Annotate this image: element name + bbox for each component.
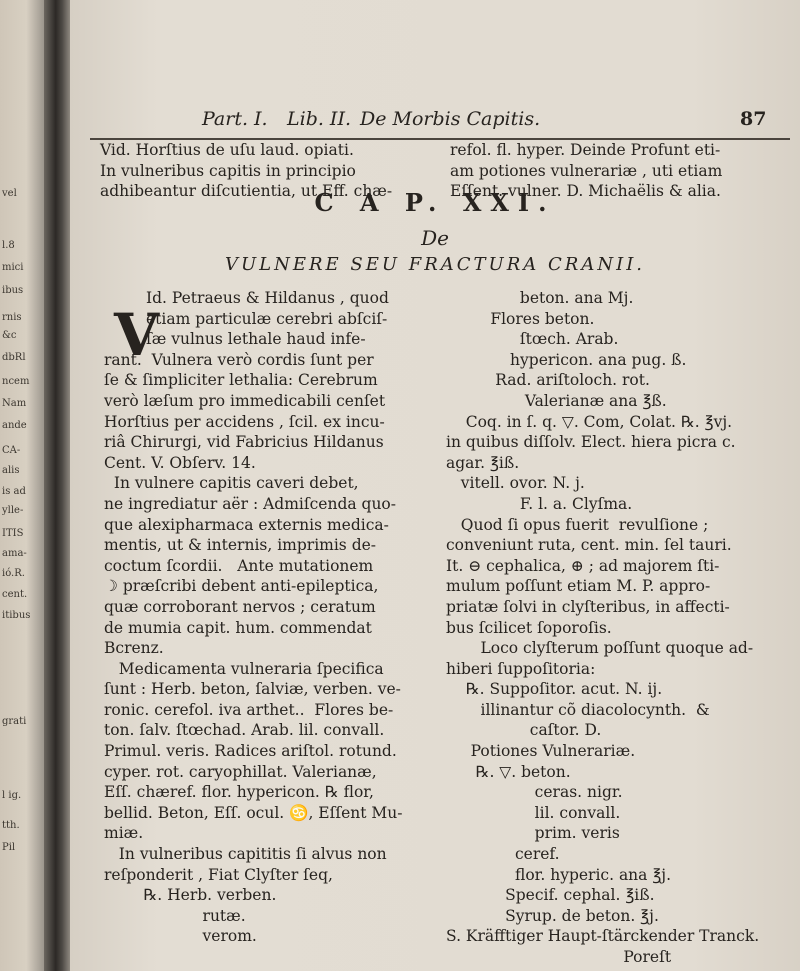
text-line: ne ingrediatur aër : Admiſcenda quo- [104, 494, 397, 513]
text-line: de mumia capit. hum. commendat [104, 618, 372, 637]
facing-page-fragment: tth. [2, 820, 20, 831]
facing-page-fragment: is ad [2, 486, 26, 497]
drop-cap: V [114, 301, 160, 369]
book-page [70, 0, 800, 971]
text-line: F. l. a. Clyſma. [446, 494, 633, 513]
text-line: rant. Vulnera verò cordis ſunt per [104, 350, 374, 369]
text-line: que alexipharmaca externis medica- [104, 515, 389, 534]
text-line: flor. hyperic. ana ℥j. [446, 865, 672, 884]
facing-page-fragment: ama- [2, 548, 27, 559]
text-line: lil. convall. [446, 803, 621, 822]
text-line: caſtor. D. [446, 721, 602, 740]
text-line: mulum poſſunt etiam M. P. appro- [446, 577, 711, 596]
facing-page-fragment: ylle- [2, 505, 24, 516]
text-line: Primul. veris. Radices ariſtol. rotund. [104, 742, 397, 761]
text-line: bellid. Beton, Eſſ. ocul. ♋, Eſſent Mu- [104, 803, 403, 822]
facing-page-fragment: ande [2, 420, 27, 431]
text-line: miæ. [104, 824, 144, 843]
text-line: am potiones vulnerariæ , uti etiam [450, 161, 723, 180]
running-head-part: Part. I. [202, 108, 268, 130]
text-line: riâ Chirurgi, vid Fabricius Hildanus [104, 433, 384, 452]
text-line: quæ corroborant nervos ; ceratum [104, 597, 376, 616]
text-line: ſe & ſimpliciter lethalia: Cerebrum [104, 371, 378, 390]
text-line: Medicamenta vulneraria ſpecifica [104, 659, 384, 678]
facing-page-fragment: ITIS [2, 528, 24, 539]
text-line: ceras. nigr. [446, 783, 623, 802]
facing-page-fragment: &c [2, 330, 17, 341]
text-line: conveniunt ruta, cent. min. ſel tauri. [446, 536, 732, 555]
chapter-subject: VULNERE SEU FRACTURA CRANII. [224, 254, 646, 275]
text-line: Flores beton. [446, 309, 595, 328]
text-line: ſunt : Herb. beton, ſalviæ, verben. ve- [104, 680, 401, 699]
text-line: Eſſ. chæref. flor. hypericon. ℞ flor, [104, 783, 374, 802]
chapter-heading: C A P. XXI. [314, 188, 556, 217]
text-line: Bcrenz. [104, 639, 164, 658]
facing-page-fragment: vel [2, 188, 17, 199]
facing-page-fragment: Nam [2, 398, 27, 409]
facing-page-fragment: dbRl [2, 352, 26, 363]
text-line: It. ⊖ cephalica, ⊕ ; ad majorem ſti- [446, 556, 720, 575]
body-column-right [446, 288, 786, 968]
facing-page-fragment: CA- [2, 445, 21, 456]
text-line: reſponderit , Fiat Clyſter ſeq, [104, 865, 333, 884]
text-line: Id. Petraeus & Hildanus , quod [146, 289, 389, 307]
facing-page-fragment: itibus [2, 610, 31, 621]
text-line: in quibus diſſolv. Elect. hiera picra c. [446, 433, 736, 452]
text-line: Potiones Vulnerariæ. [446, 742, 636, 761]
text-line: ceref. [446, 845, 560, 864]
text-line: beton. ana Mj. [446, 289, 634, 307]
text-line: adhibeantur diſcutientia, ut Eff. chæ- [100, 182, 393, 201]
text-line: mentis, ut & internis, imprimis de- [104, 536, 377, 555]
text-line: ton. ſalv. ſtœchad. Arab. lil. convall. [104, 721, 385, 740]
text-line: coctum ſcordii. Ante mutationem [104, 556, 374, 575]
text-line: priatæ ſolvi in clyſteribus, in affecti- [446, 597, 730, 616]
facing-page-fragment: l ig. [2, 790, 22, 801]
text-line: Syrup. de beton. ℥j. [446, 906, 659, 925]
running-head-title: De Morbis Capitis. [360, 108, 541, 130]
text-line: ℞. Suppoſitor. acut. N. ij. [446, 680, 663, 699]
text-line: vitell. ovor. N. j. [446, 474, 585, 493]
body-column-left [104, 288, 444, 947]
facing-page-edge [0, 0, 44, 971]
text-line: hiberi ſuppoſitoria: [446, 659, 596, 678]
text-line: Quod ſi opus fuerit revulſione ; [446, 515, 709, 534]
facing-page-fragment: cent. [2, 589, 28, 600]
running-head-lib: Lib. II. [287, 108, 351, 130]
text-line: Cent. V. Obſerv. 14. [104, 453, 256, 472]
text-line: bus ſcilicet ſoporoſis. [446, 618, 612, 637]
page-number: 87 [740, 108, 767, 130]
text-line: illinantur cõ diacolocynth. & [446, 700, 710, 719]
text-line: ſtœch. Arab. [446, 330, 619, 349]
text-line: Coq. in ſ. q. ▽. Com, Colat. ℞. ℥vj. [446, 412, 733, 431]
facing-page-fragment: l.8 [2, 240, 15, 251]
running-head [70, 108, 800, 138]
text-line: In vulneribus capitis in principio [100, 161, 356, 180]
text-line: rutæ. [104, 906, 246, 925]
text-line: S. Kräfftiger Haupt-ſtärckender Tranck. [446, 927, 760, 946]
text-line: Rad. ariſtoloch. rot. [446, 371, 650, 390]
text-line: cyper. rot. caryophillat. Valerianæ, [104, 762, 377, 781]
facing-page-fragment: alis [2, 465, 20, 476]
text-line: Loco clyſterum poſſunt quoque ad- [446, 639, 754, 658]
text-line: Vid. Horſtius de uſu laud. opiati. [100, 141, 354, 159]
text-line: ℞. Herb. verben. [104, 886, 277, 905]
facing-page-fragment: Pil [2, 842, 16, 853]
text-line: agar. ℥iß. [446, 453, 520, 472]
text-line: prim. veris [446, 824, 620, 843]
text-line: verò læſum pro immedicabili cenſet [104, 391, 386, 410]
facing-page-fragment: ncem [2, 376, 30, 387]
text-line: Eſſent. vulner. D. Michaëlis & alia. [450, 182, 721, 201]
chapter-de: De [421, 226, 449, 250]
text-line: ronic. cerefol. iva arthet.. Flores be- [104, 700, 394, 719]
text-line: ſæ vulnus lethale haud infe- [146, 330, 366, 349]
text-line: ☽ præſcribi debent anti-epileptica, [104, 577, 379, 596]
facing-page-fragment: mici [2, 262, 24, 273]
text-line: verom. [104, 927, 257, 946]
text-line: Poreſt [446, 948, 672, 966]
facing-page-fragment: rnis [2, 312, 22, 323]
text-line: In vulneribus capititis ſi alvus non [104, 845, 387, 864]
text-line: refol. fl. hyper. Deinde Profunt eti- [450, 141, 721, 159]
facing-page-fragment: ibus [2, 285, 24, 296]
book-gutter [44, 0, 70, 971]
text-line: hypericon. ana pug. ß. [446, 350, 687, 369]
text-line: Valerianæ ana ℥ß. [446, 391, 667, 410]
facing-page-fragment: grati [2, 716, 27, 727]
text-line: etiam particulæ cerebri abſciſ- [146, 309, 388, 328]
text-line: ℞. ▽. beton. [446, 762, 571, 781]
facing-page-fragment: ió.R. [2, 568, 25, 579]
text-line: Horſtius per accidens , ſcil. ex incu- [104, 412, 385, 431]
text-line: In vulnere capitis caveri debet, [104, 474, 359, 493]
text-line: Specif. cephal. ℥iß. [446, 886, 655, 905]
